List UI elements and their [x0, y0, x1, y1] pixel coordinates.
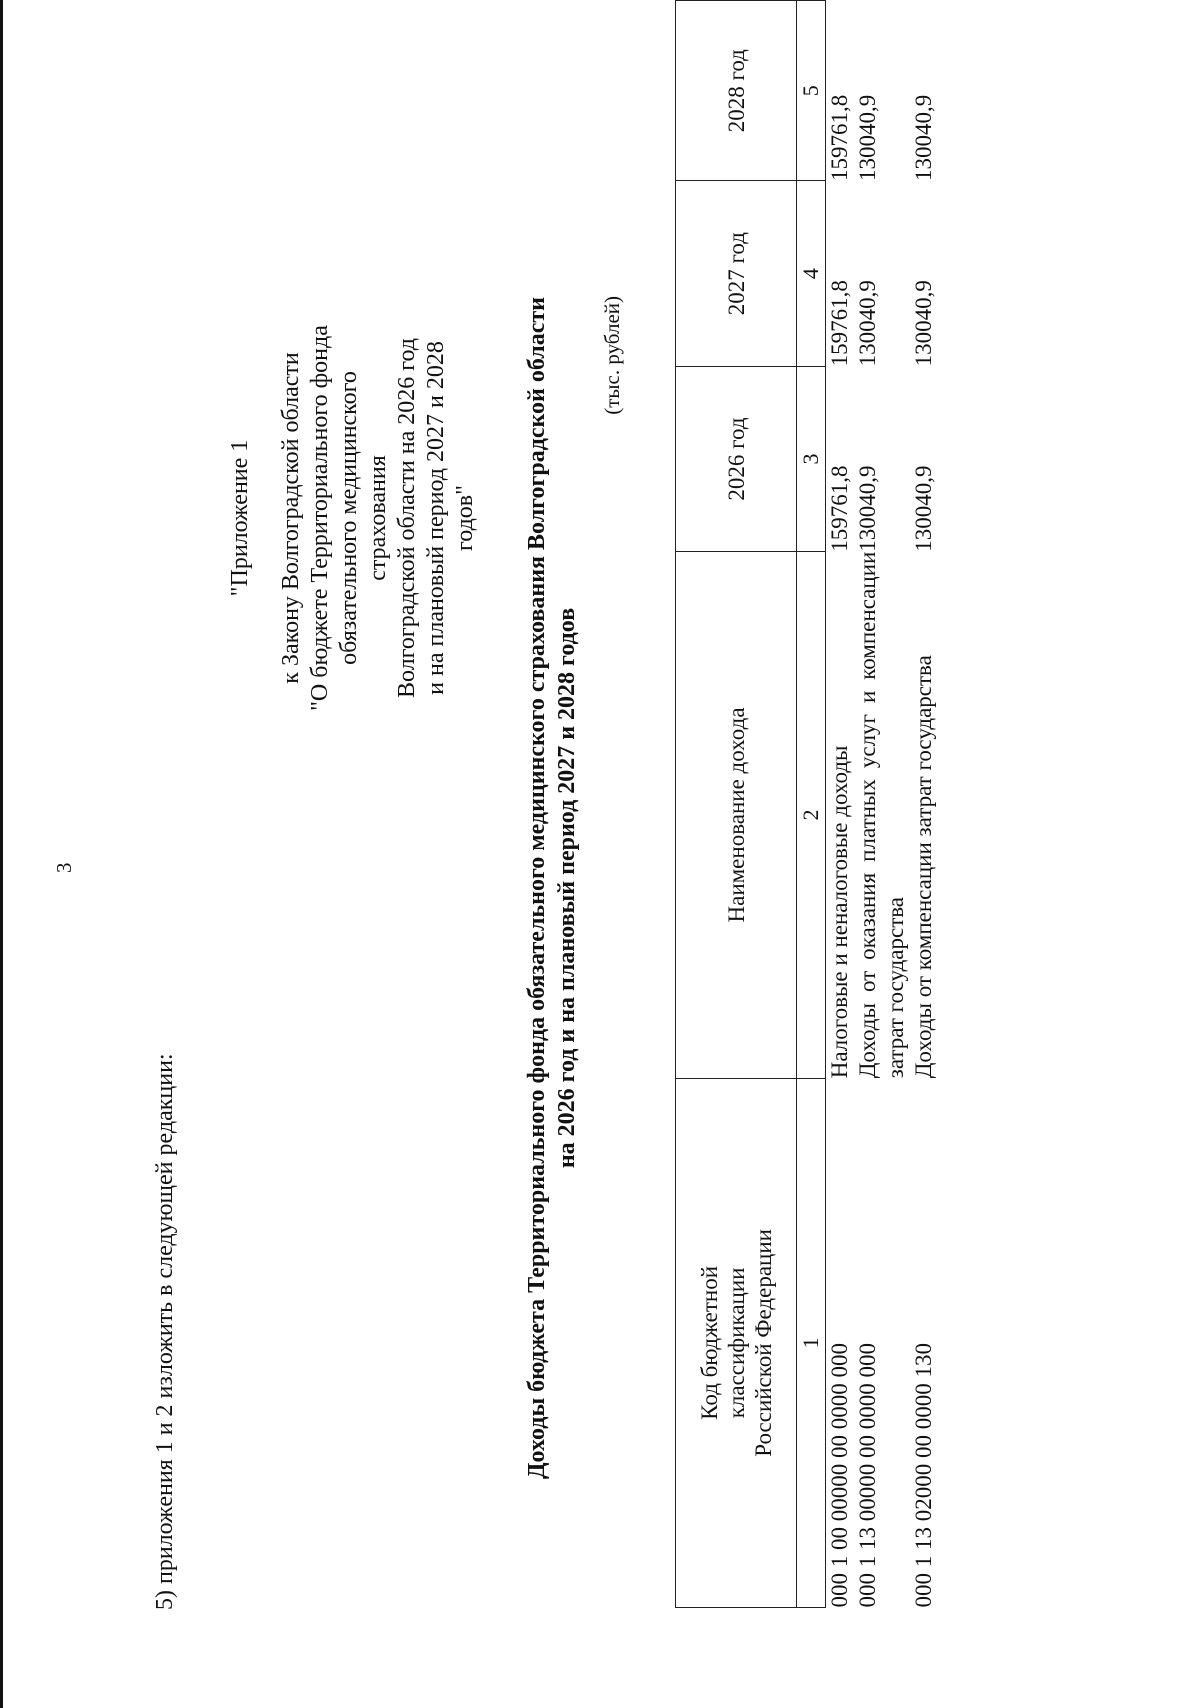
document-title — [522, 138, 582, 1638]
row-value-2028: 130040,9 — [855, 94, 880, 181]
row-value-2027: 159761,8 — [827, 280, 852, 367]
header-code: Код бюджетной классификации Российской Федерации — [676, 1078, 797, 1607]
column-number-row — [797, 1, 826, 1608]
appendix-line-3: "О бюджете Территориального фонда — [307, 325, 333, 711]
row-name: Доходы от компенсации затрат государства — [911, 655, 936, 1079]
row-value-2026: 130040,9 — [855, 465, 880, 552]
row-value-2028: 159761,8 — [827, 94, 852, 181]
row-value-2026: 130040,9 — [911, 465, 936, 552]
revenue-table — [675, 0, 938, 1608]
table-row — [854, 1, 910, 1608]
column-number: 4 — [797, 181, 826, 366]
column-number: 1 — [797, 1078, 826, 1607]
row-name: Налоговые и неналоговые доходы — [827, 745, 852, 1079]
header-2028: 2028 год — [676, 1, 797, 181]
appendix-line-4: обязательного медицинского страхования — [336, 371, 391, 665]
appendix-line-6: и на плановый период 2027 и 2028 годов" — [423, 341, 478, 695]
appendix-header — [226, 308, 480, 728]
appendix-line-2: к Закону Волгоградской области — [278, 352, 304, 684]
intro-text: 5) приложения 1 и 2 изложить в следующей редакции: — [152, 1053, 178, 1610]
header-name: Наименование дохода — [676, 552, 797, 1079]
table-header-row — [676, 1, 797, 1608]
column-number: 5 — [797, 1, 826, 181]
row-value-2028: 130040,9 — [911, 94, 936, 181]
units-label: (тыс. рублей) — [600, 296, 624, 415]
row-value-2027: 130040,9 — [855, 280, 880, 367]
row-code: 000 1 00 00000 00 0000 000 — [827, 1343, 852, 1608]
row-name: Доходы от оказания платных услуг и компенсации затрат государства — [855, 551, 908, 1079]
title-line-2: на 2026 год и на плановый период 2027 и 2028 годов — [554, 607, 580, 1169]
header-2026: 2026 год — [676, 366, 797, 551]
row-value-2027: 130040,9 — [911, 280, 936, 367]
row-code: 000 1 13 00000 00 0000 000 — [855, 1343, 880, 1608]
page-number: 3 — [52, 862, 76, 873]
table-row — [826, 1, 855, 1608]
title-line-1: Доходы бюджета Территориального фонда обязательного медицинского страхования Волгоградской области — [524, 297, 550, 1479]
column-number: 2 — [797, 552, 826, 1079]
table-row — [910, 1, 938, 1608]
appendix-line-1: "Приложение 1 — [227, 439, 253, 597]
appendix-line-5: Волгоградской области на 2026 год — [394, 337, 420, 699]
column-number: 3 — [797, 366, 826, 551]
row-value-2026: 159761,8 — [827, 465, 852, 552]
row-code: 000 1 13 02000 00 0000 130 — [911, 1343, 936, 1608]
header-2027: 2027 год — [676, 181, 797, 366]
